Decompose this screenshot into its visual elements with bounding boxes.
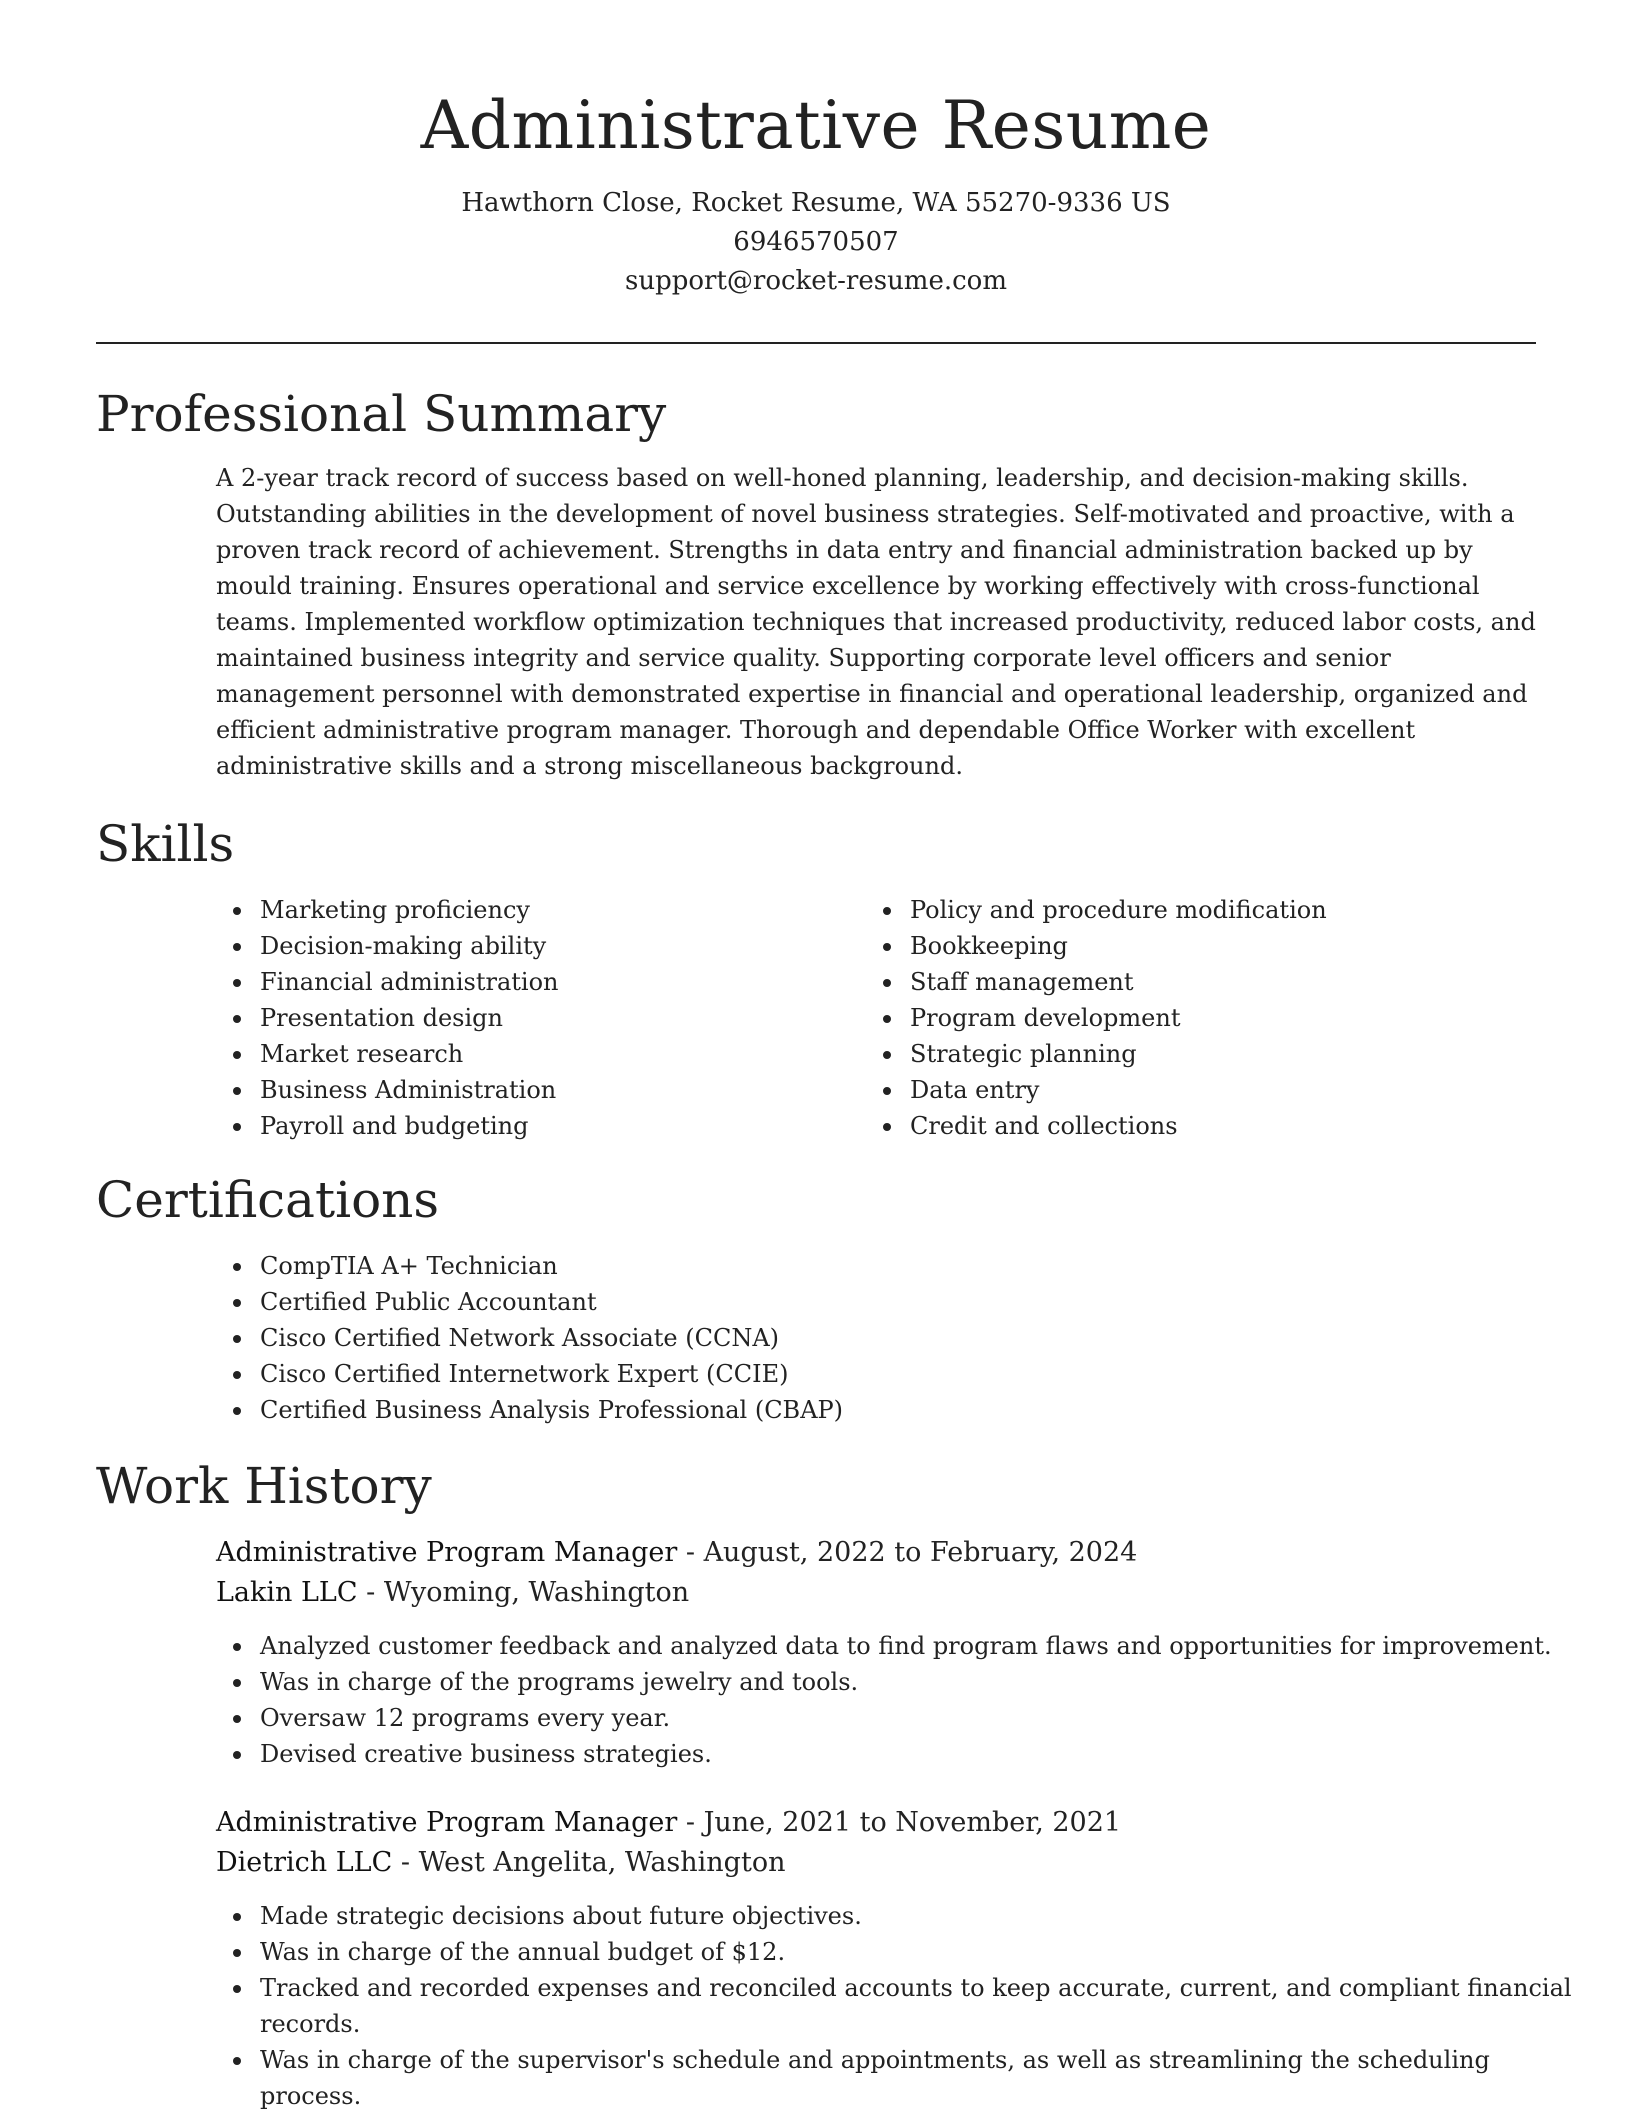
job-duty-item: Analyzed customer feedback and analyzed data to find program flaws and opportunities for improvement. <box>260 1628 1580 1664</box>
job-separator: - <box>677 1537 704 1568</box>
skill-item: Staff management <box>910 964 1570 1000</box>
job-separator: - <box>392 1847 419 1878</box>
job-separator: - <box>357 1577 384 1608</box>
skill-item: Bookkeeping <box>910 928 1570 964</box>
certification-item: Cisco Certified Network Associate (CCNA) <box>260 1320 1560 1356</box>
certification-item: Certified Business Analysis Professional (CBAP) <box>260 1392 1560 1428</box>
job-duty-item: Was in charge of the annual budget of $12. <box>260 1934 1580 1970</box>
header-divider <box>96 342 1536 344</box>
certification-item: CompTIA A+ Technician <box>260 1248 1560 1284</box>
job-duty-item: Was in charge of the supervisor's schedule and appointments, as well as streamlining the scheduling process. <box>260 2042 1580 2114</box>
certification-item: Cisco Certified Internetwork Expert (CCIE) <box>260 1356 1560 1392</box>
job-duties-list <box>216 1628 1580 1772</box>
skills-heading: Skills <box>96 815 235 873</box>
job-duty-item: Made strategic decisions about future objectives. <box>260 1898 1580 1934</box>
certifications-heading: Certifications <box>96 1171 440 1229</box>
skill-item: Strategic planning <box>910 1036 1570 1072</box>
job-dates: August, 2022 to February, 2024 <box>703 1537 1138 1568</box>
skills-list-left <box>216 892 860 1144</box>
skill-item: Presentation design <box>260 1000 860 1036</box>
job-company-line <box>216 1573 1536 1613</box>
resume-header <box>96 78 1536 301</box>
skill-item: Program development <box>910 1000 1570 1036</box>
skill-item: Marketing proficiency <box>260 892 860 928</box>
job-title-line <box>216 1803 1536 1843</box>
job-location: Wyoming, Washington <box>383 1577 690 1608</box>
skill-item: Financial administration <box>260 964 860 1000</box>
skill-item: Policy and procedure modification <box>910 892 1570 928</box>
job-duty-item: Was in charge of the programs jewelry and tools. <box>260 1664 1580 1700</box>
contact-address: Hawthorn Close, Rocket Resume, WA 55270-9336 US <box>461 188 1171 218</box>
job-company-line <box>216 1843 1536 1883</box>
job-duty-item: Devised creative business strategies. <box>260 1736 1580 1772</box>
job-title: Administrative Program Manager <box>216 1537 678 1568</box>
certifications-list <box>216 1248 1560 1428</box>
contact-email: support@rocket-resume.com <box>624 266 1007 296</box>
summary-text: A 2-year track record of success based on well-honed planning, leadership, and decision-making skills. Outstanding abilities in the development of novel business strategies. Self-motivated and proactive, with a proven track record of achievement. Strengths in data entry and financial administration backed up by mould training. Ensures operational and service excellence by working effectively with cross-functional teams. Implemented workflow optimization techniques that increased productivity, reduced labor costs, and maintained business integrity and service quality. Supporting corporate level officers and senior management personnel with demonstrated expertise in financial and operational leadership, organized and efficient administrative program manager. Thorough and dependable Office Worker with excellent administrative skills and a strong miscellaneous background. <box>216 464 1536 780</box>
skill-item: Credit and collections <box>910 1108 1570 1144</box>
job-separator: - <box>677 1807 704 1838</box>
skill-item: Business Administration <box>260 1072 860 1108</box>
contact-phone: 6946570507 <box>733 227 899 257</box>
skill-item: Market research <box>260 1036 860 1072</box>
job-title-line <box>216 1533 1536 1573</box>
job-title: Administrative Program Manager <box>216 1807 678 1838</box>
skill-item: Decision-making ability <box>260 928 860 964</box>
job-company: Dietrich LLC <box>216 1847 393 1878</box>
job-company: Lakin LLC <box>216 1577 358 1608</box>
job-duty-item: Oversaw 12 programs every year. <box>260 1700 1580 1736</box>
skill-item: Data entry <box>910 1072 1570 1108</box>
work-history-heading: Work History <box>96 1457 432 1515</box>
skill-item: Payroll and budgeting <box>260 1108 860 1144</box>
summary-heading: Professional Summary <box>96 385 667 443</box>
job-duty-item: Tracked and recorded expenses and reconciled accounts to keep accurate, current, and compliant financial records. <box>260 1970 1580 2042</box>
job-location: West Angelita, Washington <box>418 1847 786 1878</box>
skills-list-right <box>866 892 1570 1144</box>
job-dates: June, 2021 to November, 2021 <box>703 1807 1122 1838</box>
certification-item: Certified Public Accountant <box>260 1284 1560 1320</box>
job-duties-list <box>216 1898 1580 2114</box>
page-title: Administrative Resume <box>420 87 1212 164</box>
